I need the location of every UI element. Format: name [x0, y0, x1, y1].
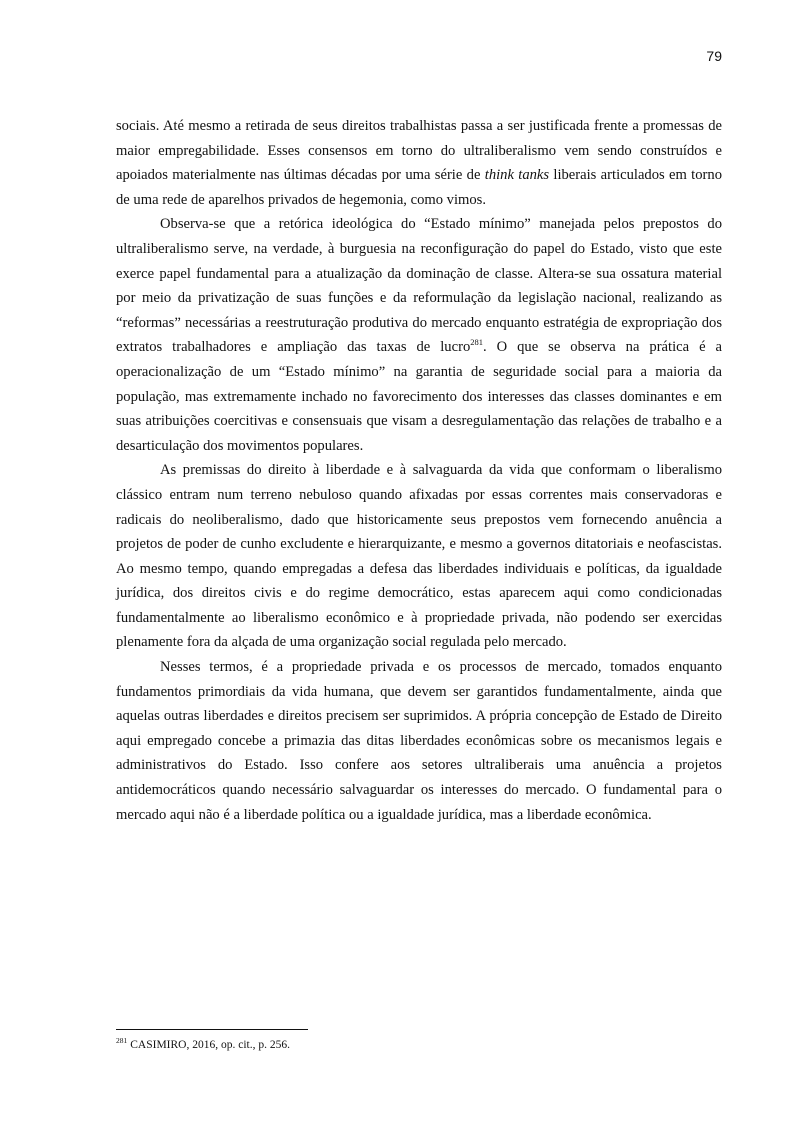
footnote-281	[116, 1038, 722, 1053]
paragraph-1-text-b: liberais articulados em torno de uma rede de aparelhos privados de hegemonia, como vimos.	[116, 167, 722, 208]
paragraph-1-italic-term: think tanks	[484, 167, 550, 184]
paragraph-2-text-b: . O que se observa na prática é a operacionalização de um “Estado mínimo” na garantia de seguridade social para a maioria da população, mas extremamente inchado no favorecimento dos interesses das classes dominantes e em suas atribuições coercitivas e consensuais que visam a desregulamentação das relações de trabalho e a desarticulação dos movimentos populares.	[116, 339, 722, 454]
paragraph-2	[116, 212, 722, 458]
paragraph-4: Nesses termos, é a propriedade privada e os processos de mercado, tomados enquanto fundamentos primordiais da vida humana, que devem ser garantidos fundamentalmente, ainda que aquelas outras liberdades e direitos precisem ser suprimidos. A própria concepção de Estado de Direito aqui empregado concebe a primazia das ditas liberdades econômicas sobre os mecanismos legais e administrativos do Estado. Isso confere aos setores ultraliberais uma anuência a projetos antidemocráticos quando necessário salvaguardar os interesses do mercado. O fundamental para o mercado aqui não é a liberdade política ou a igualdade jurídica, mas a liberdade econômica.	[116, 659, 722, 823]
footnote-text: CASIMIRO, 2016, op. cit., p. 256.	[130, 1039, 290, 1051]
paragraph-1-text-a: sociais. Até mesmo a retirada de seus direitos trabalhistas passa a ser justificada frente a promessas de maior empregabilidade. Esses consensos em torno do ultraliberalismo vem sendo construídos e apoiados materialmente nas últimas décadas por uma série de	[116, 118, 722, 184]
page-number: 79	[706, 48, 722, 64]
body-text	[116, 114, 722, 827]
paragraph-2-text-a: Observa-se que a retórica ideológica do “Estado mínimo” manejada pelos prepostos do ultraliberalismo serve, na verdade, à burguesia na reconfiguração do papel do Estado, visto que este exerce papel fundamental para a atualização da dominação de classe. Altera-se sua ossatura material por meio da privatização de suas funções e da reformulação da legislação nacional, realizando as “reformas” necessárias a reestruturação produtiva do mercado enquanto estratégia de expropriação dos extratos trabalhadores e ampliação das taxas de lucro	[116, 216, 722, 356]
paragraph-3: As premissas do direito à liberdade e à salvaguarda da vida que conformam o liberalismo clássico entram num terreno nebuloso quando afixadas por essas correntes mais conservadoras e radicais do neoliberalismo, dado que historicamente seus prepostos vem fornecendo anuência a projetos de poder de cunho excludente e hierarquizante, e mesmo a governos ditatoriais e neofascistas. Ao mesmo tempo, quando empregadas a defesa das liberdades individuais e políticas, da igualdade jurídica, dos direitos civis e do regime democrático, estas aparecem aqui como condicionadas fundamentalmente ao liberalismo econômico e à propriedade privada, não podendo ser exercidas plenamente fora da alçada de uma organização social regulada pelo mercado.	[116, 462, 722, 651]
paragraph-1	[116, 114, 722, 212]
footnote-reference-281[interactable]: 281	[470, 337, 483, 348]
footnote-number: 281	[116, 1036, 128, 1046]
footnote-divider	[116, 1029, 308, 1030]
